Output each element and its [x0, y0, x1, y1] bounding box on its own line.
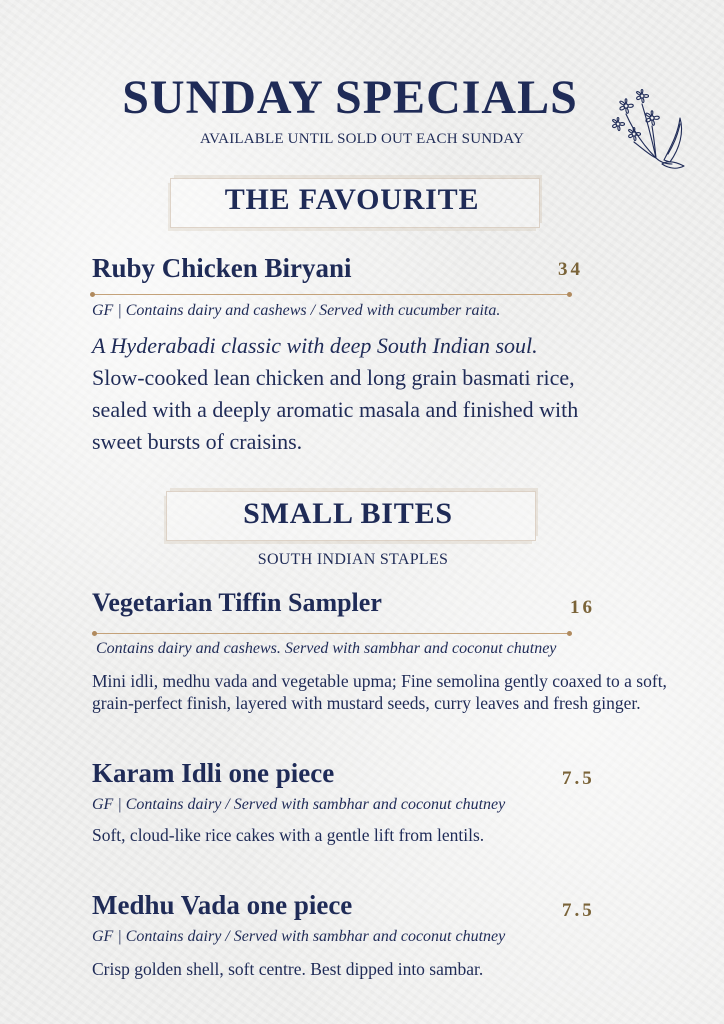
karam-idli-price: 7.5	[562, 768, 595, 789]
menu-subtitle: AVAILABLE UNTIL SOLD OUT EACH SUNDAY	[199, 131, 525, 147]
tiffin-sampler-note: Contains dairy and cashews. Served with sambhar and coconut chutney	[96, 640, 557, 657]
small-bites-tagline: SOUTH INDIAN STAPLES	[257, 551, 449, 568]
menu-title: SUNDAY SPECIALS	[122, 71, 578, 124]
small-bites-section-title: SMALL BITES	[243, 497, 453, 530]
tiffin-sampler-rule	[94, 633, 570, 634]
tiffin-sampler-description: Mini idli, medhu vada and vegetable upma; Fine semolina gently coaxed to a soft, grain-perfect finish, layered with mustard seeds, curry leaves and fresh ginger.	[92, 671, 667, 713]
flower-sprig-icon	[604, 84, 696, 170]
medhu-vada-description: Crisp golden shell, soft centre. Best dipped into sambar.	[92, 959, 484, 979]
tiffin-sampler-name: Vegetarian Tiffin Sampler	[92, 588, 382, 617]
favourite-item-description: Slow-cooked lean chicken and long grain basmati rice, sealed with a deeply aromatic masala and finished with sweet bursts of craisins.	[92, 365, 579, 454]
medhu-vada-name: Medhu Vada one piece	[92, 890, 353, 920]
karam-idli-description: Soft, cloud-like rice cakes with a gentle lift from lentils.	[92, 825, 485, 845]
medhu-vada-price: 7.5	[562, 900, 595, 921]
favourite-item-name: Ruby Chicken Biryani	[92, 253, 352, 283]
karam-idli-name: Karam Idli one piece	[92, 758, 335, 788]
medhu-vada-note: GF | Contains dairy / Served with sambhar and coconut chutney	[92, 928, 506, 945]
tiffin-sampler-price: 16	[570, 597, 595, 618]
karam-idli-note: GF | Contains dairy / Served with sambhar and coconut chutney	[92, 796, 506, 813]
favourite-section-title: THE FAVOURITE	[224, 183, 480, 216]
favourite-item-note: GF | Contains dairy and cashews / Served with cucumber raita.	[92, 302, 501, 319]
favourite-item-price: 34	[558, 259, 583, 280]
favourite-item-rule	[92, 294, 570, 295]
favourite-item-intro: A Hyderabadi classic with deep South Indian soul.	[92, 333, 538, 358]
